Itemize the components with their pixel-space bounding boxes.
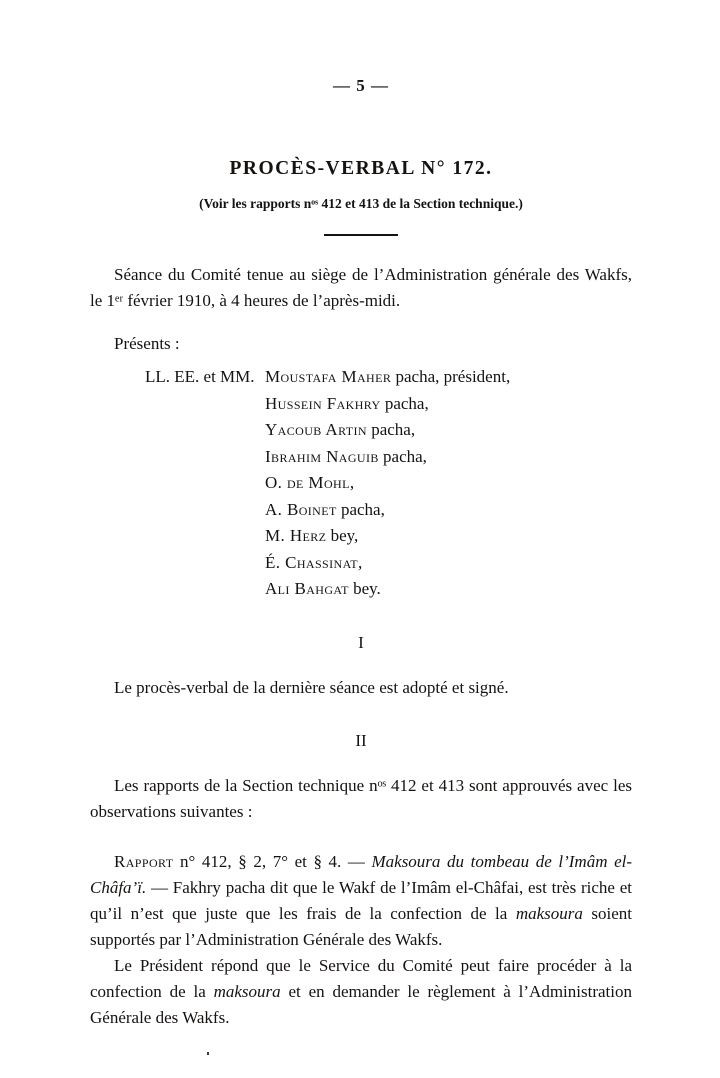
document-title: PROCÈS-VERBAL N° 172.	[229, 158, 493, 179]
rapport-subject-italic: Maksoura du tombeau de l’Imâm el-Châfa’ï.	[90, 851, 633, 897]
scan-artifact-dot	[207, 1052, 209, 1055]
maksoura-italic: maksoura	[213, 981, 281, 1001]
rapport-body-text-2: soient supportés par l’Administration Générale des Wakfs.	[90, 903, 632, 949]
attendee-title: bey.	[348, 579, 381, 598]
section-1-paragraph: Le procès-verbal de la dernière séance est adopté et signé.	[114, 677, 509, 697]
section-2-intro-paragraph: Les rapports de la Section technique nᵒˢ 412 et 413 sont approuvés avec les observations suivantes :	[90, 775, 632, 821]
attendees-prefix-spacer	[90, 497, 265, 524]
attendees-prefix-spacer	[90, 523, 265, 550]
maksoura-italic: maksoura	[515, 903, 583, 923]
attendees-prefix-spacer	[90, 470, 265, 497]
attendee-name: O. de Mohl	[265, 473, 350, 492]
seance-paragraph: Séance du Comité tenue au siège de l’Administration générale des Wakfs, le 1ᵉʳ février 1910, à 4 heures de l’après-midi.	[90, 265, 632, 310]
attendee-row	[90, 550, 632, 577]
reply-text-2: et en demander le règlement à l’Administration Générale des Wakfs.	[90, 981, 632, 1027]
attendee-title: pacha,	[378, 446, 427, 466]
attendees-prefix-spacer	[90, 391, 265, 418]
rapport-body-text: — Fakhry pacha dit que le Wakf de l’Imâm el-Châfai, est très riche et qu’il n’est que juste que les frais de la confection de la	[90, 877, 632, 923]
attendee-title: pacha, président,	[391, 367, 511, 386]
attendee-title: pacha,	[380, 393, 429, 413]
attendees-prefix-spacer	[90, 417, 265, 444]
attendee-title: ,	[349, 473, 355, 492]
attendee-name: A. Boinet	[265, 499, 337, 519]
attendee-row	[90, 497, 632, 524]
section-heading-2: II	[355, 730, 367, 750]
attendees-prefix-spacer	[90, 550, 265, 577]
rapport-label: Rapport	[114, 851, 174, 871]
attendee-name: Ibrahim Naguib	[265, 446, 379, 466]
rapport-ref: n° 412, § 2, 7° et § 4. —	[173, 851, 372, 871]
attendee-row	[90, 444, 632, 471]
attendees-prefix-spacer	[90, 444, 265, 471]
horizontal-rule	[324, 234, 398, 236]
attendee-name: Moustafa Maher	[265, 367, 392, 386]
attendee-row	[90, 470, 632, 497]
attendee-name: M. Herz	[265, 526, 327, 545]
presents-label: Présents :	[114, 334, 180, 353]
attendee-name: Yacoub Artin	[265, 420, 367, 439]
document-subtitle: (Voir les rapports nᵒˢ 412 et 413 de la Section technique.)	[199, 196, 523, 211]
attendee-title: ,	[358, 552, 363, 572]
attendee-name: É. Chassinat	[265, 552, 359, 572]
section-heading-1: I	[358, 632, 364, 652]
attendee-name: Ali Bahgat	[265, 579, 349, 598]
president-reply-paragraph	[90, 953, 632, 1031]
reply-text: Le Président répond que le Service du Comité peut faire procéder à la confection de la	[90, 955, 632, 1001]
rapport-paragraph	[90, 849, 632, 953]
attendee-row	[90, 364, 632, 391]
attendee-title: pacha,	[366, 420, 416, 439]
attendee-row	[90, 523, 632, 550]
attendees-prefix-spacer	[90, 576, 265, 603]
page-number: — 5 —	[333, 76, 389, 95]
attendees-prefix: LL. EE. et MM.	[145, 367, 264, 386]
attendee-name: Hussein Fakhry	[265, 393, 381, 413]
attendee-row	[90, 576, 632, 603]
attendee-title: pacha,	[336, 499, 385, 519]
attendee-row	[90, 417, 632, 444]
attendees-list	[90, 364, 632, 603]
attendee-row	[90, 391, 632, 418]
attendee-title: bey,	[326, 526, 359, 545]
